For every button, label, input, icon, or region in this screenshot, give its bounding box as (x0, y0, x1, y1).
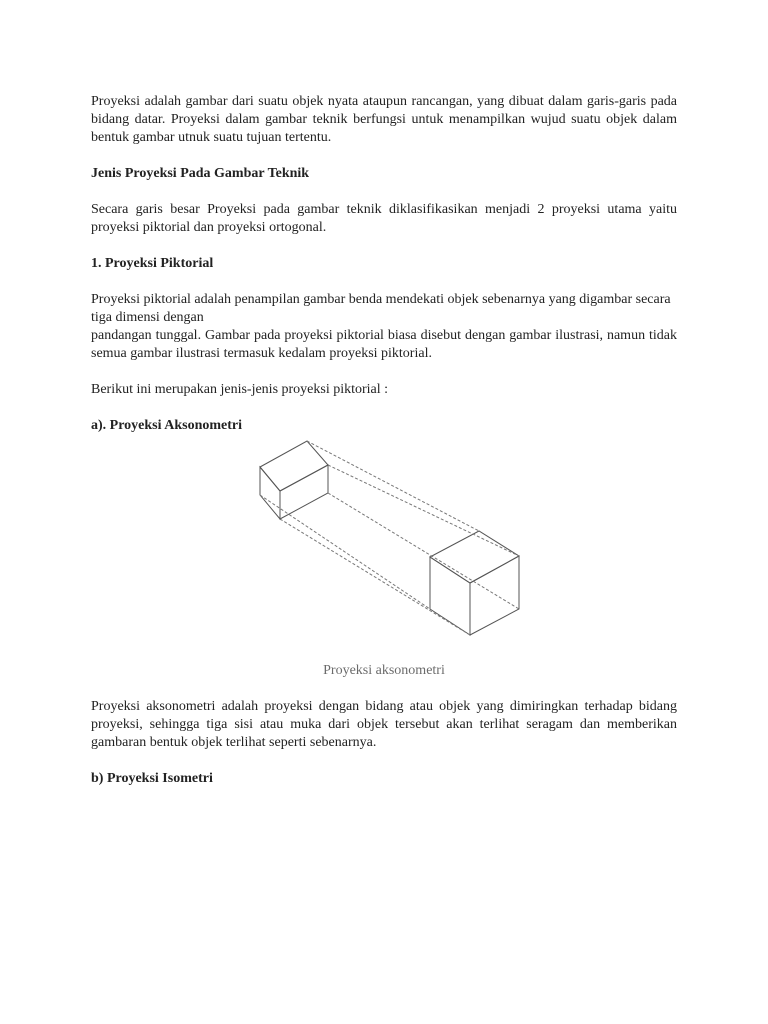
document-page (91, 93, 677, 788)
aksonometri-figure (91, 439, 677, 654)
jenis-intro-paragraph: Berikut ini merupakan jenis-jenis proyeksi piktorial : (91, 382, 389, 397)
aksonometri-illustration (257, 439, 521, 639)
isometri-heading: b) Proyeksi Isometri (91, 771, 213, 786)
piktorial-heading: 1. Proyeksi Piktorial (91, 256, 214, 271)
figure-caption: Proyeksi aksonometri (323, 663, 445, 678)
section-paragraph: Secara garis besar Proyeksi pada gambar teknik diklasifikasikan menjadi 2 proyeksi utama yaitu proyeksi piktorial dan proyeksi ortogonal. (91, 202, 677, 235)
intro-paragraph: Proyeksi adalah gambar dari suatu objek nyata ataupun rancangan, yang dibuat dalam garis-garis pada bidang datar. Proyeksi dalam gambar teknik berfungsi untuk menampilkan wujud suatu objek dalam bentuk gambar utnuk suatu tujuan tertentu. (91, 94, 677, 145)
aksonometri-heading: a). Proyeksi Aksonometri (91, 418, 243, 433)
piktorial-paragraph-line1: Proyeksi piktorial adalah penampilan gambar benda mendekati objek sebenarnya yang digambar secara tiga dimensi dengan (91, 292, 671, 325)
aksonometri-paragraph: Proyeksi aksonometri adalah proyeksi dengan bidang atau objek yang dimiringkan terhadap bidang proyeksi, sehingga tiga sisi atau muka dari objek tersebut akan terlihat seragam dan memberikan gambaran bentuk objek terlihat seperti sebenarnya. (91, 699, 677, 750)
section-heading: Jenis Proyeksi Pada Gambar Teknik (91, 166, 310, 181)
piktorial-paragraph-line2: pandangan tunggal. Gambar pada proyeksi piktorial biasa disebut dengan gambar ilustrasi, namun tidak semua gambar ilustrasi termasuk kedalam proyeksi piktorial. (91, 328, 677, 361)
